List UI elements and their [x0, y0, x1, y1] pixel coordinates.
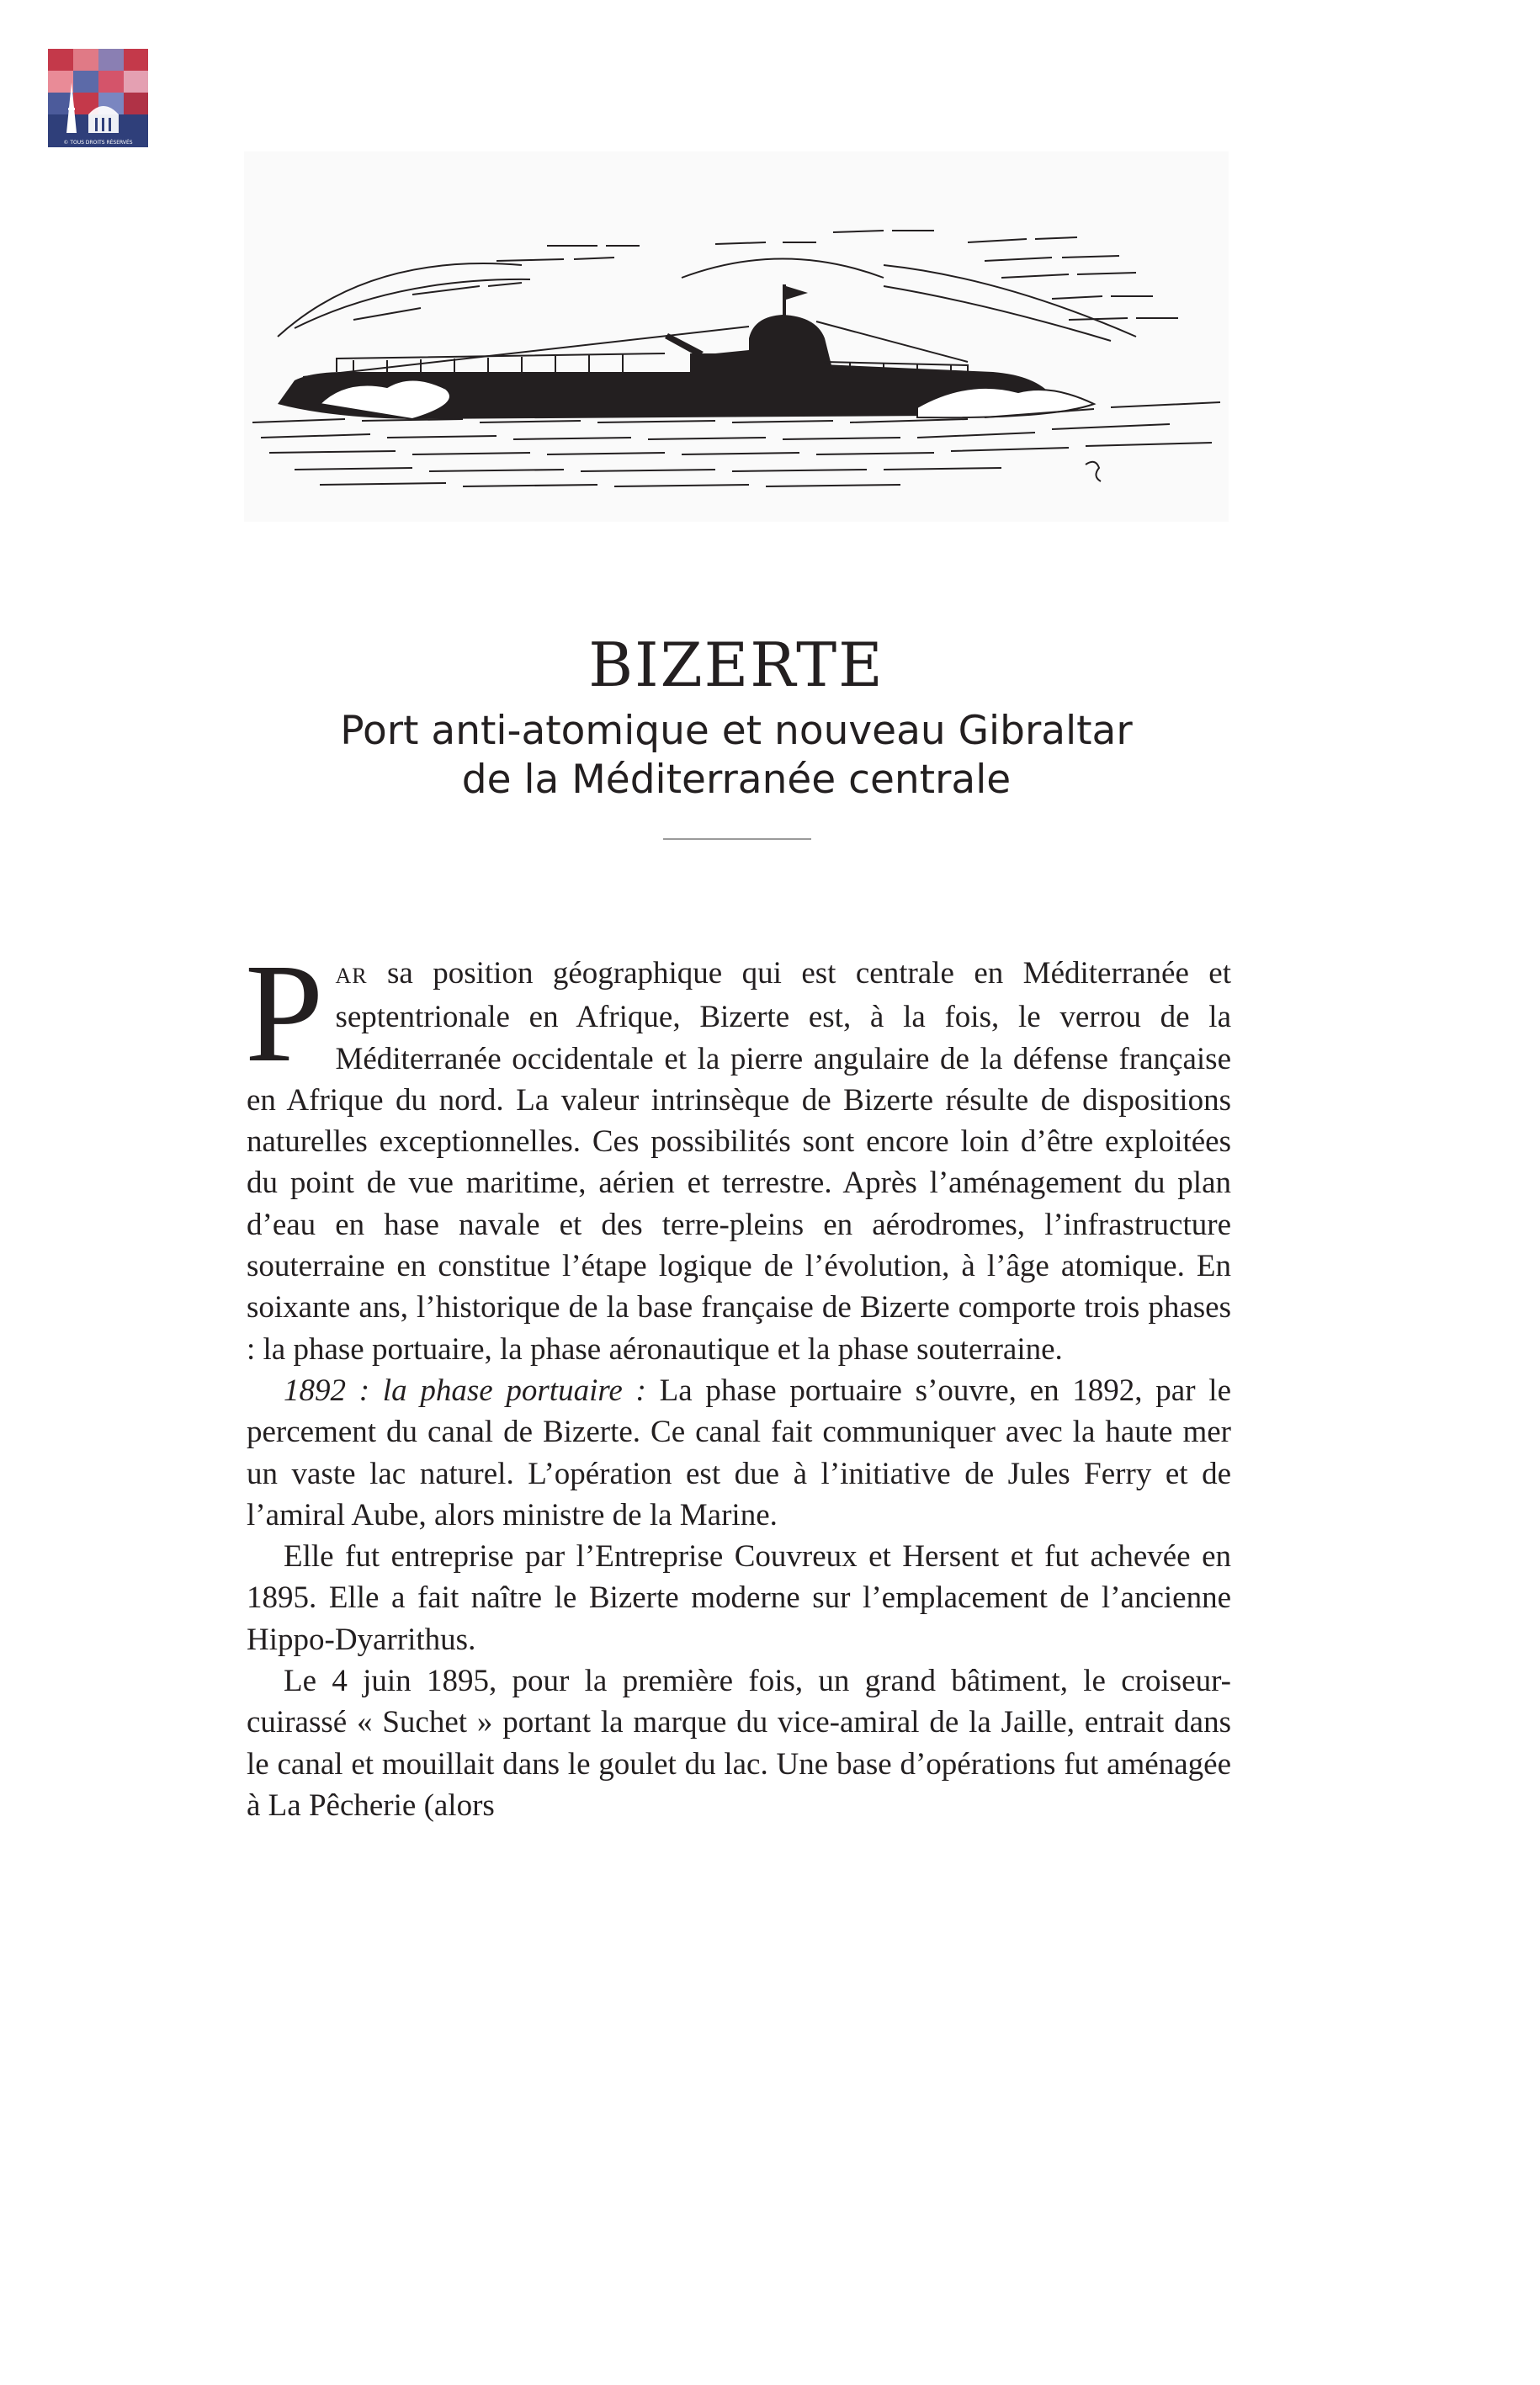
paragraph-1-text: sa position géographique qui est centrale en Méditerranée et septentrionale en Afrique, Bizerte est, à la fois, le verrou de la Méditerranée occidentale et la pierre angulaire de la défense française en Afrique du nord. La valeur intrinsèque de Bizerte résulte de dispositions naturelles exceptionnelles. Ces possibilités sont encore loin d’être exploitées du point de vue maritime, aérien et terrestre. Après l’aménagement du plan d’eau en hase navale et des terre-pleins en aérodromes, l’infrastructure souterraine en constitue l’étape logique de l’évolution, à l’âge atomique. En soixante ans, l’historique de la base française de Bizerte comporte trois phases : la phase portuaire, la phase aéronautique et la phase souterraine.	[247, 956, 1231, 1367]
first-word-smallcaps: AR	[335, 964, 368, 988]
paragraph-1	[245, 935, 1231, 1370]
subtitle-line-2: de la Méditerranée centrale	[461, 757, 1012, 803]
section-lead-1892: 1892 : la phase portuaire :	[284, 1373, 646, 1408]
page-title: BIZERTE	[588, 629, 884, 700]
logo-caption: © TOUS DROITS RÉSERVÉS	[63, 140, 133, 146]
paragraph-2	[247, 1370, 1231, 1536]
paragraph-4: Le 4 juin 1895, pour la première fois, un grand bâtiment, le croiseur-cuirassé « Suchet » portant la marque du vice-amiral de la Jaille, entrait dans le canal et mouillait dans le goulet du lac. Une base d’opérations fut aménagée à La Pêcherie (alors	[247, 1664, 1231, 1823]
page-subtitle	[0, 707, 1473, 805]
paragraph-3: Elle fut entreprise par l’Entreprise Couvreux et Hersent et fut achevée en 1895. Elle a fait naître le Bizerte moderne sur l’emplacement de l’ancienne Hippo-Dyarrithus.	[247, 1539, 1231, 1657]
title-divider	[663, 838, 811, 840]
drop-cap: P	[245, 935, 324, 1092]
submarine-illustration	[244, 151, 1229, 522]
publisher-logo-image	[48, 49, 148, 147]
submarine-drawing	[244, 151, 1229, 522]
publisher-logo	[48, 49, 148, 147]
paragraph-2-text: La phase portuaire s’ouvre, en 1892, par le percement du canal de Bizerte. Ce canal fait communiquer avec la haute mer un vaste lac naturel. L’opération est due à l’initiative de Jules Ferry et de l’amiral Aube, alors ministre de la Marine.	[247, 1373, 1231, 1532]
article-body	[245, 935, 1231, 1826]
subtitle-line-1: Port anti-atomique et nouveau Gibraltar	[340, 708, 1133, 754]
